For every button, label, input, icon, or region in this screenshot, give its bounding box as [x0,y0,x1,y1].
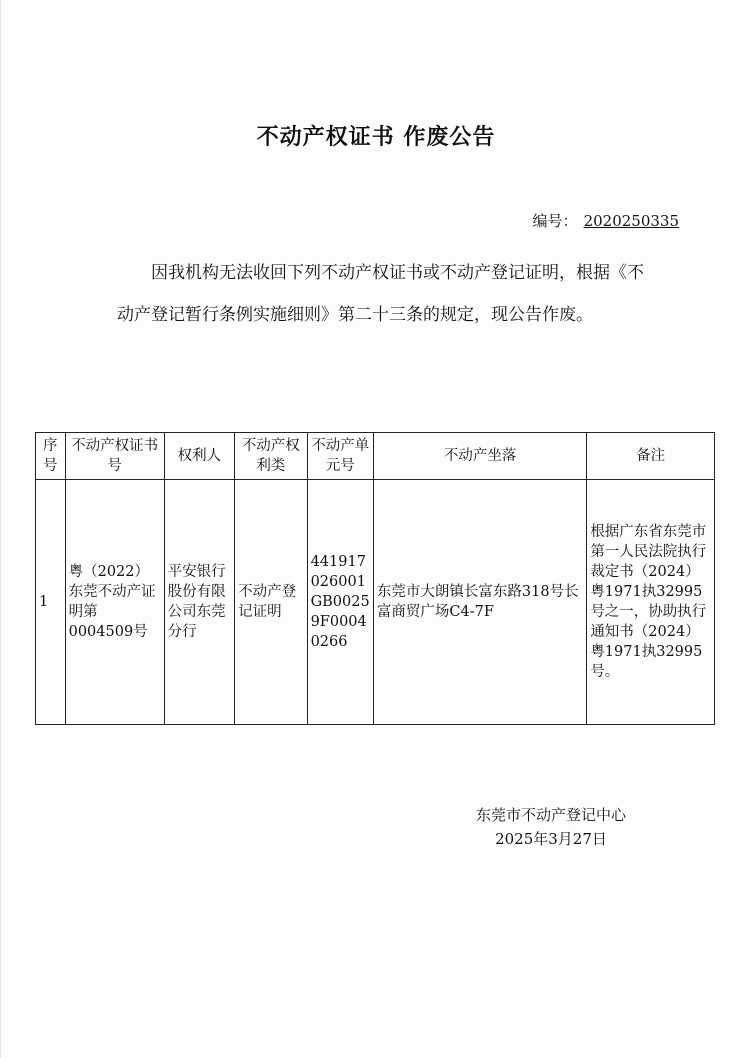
cell-location: 东莞市大朗镇长富东路318号长富商贸广场C4-7F [373,480,586,725]
cell-holder: 平安银行股份有限公司东莞分行 [164,480,234,725]
header-unit-no: 不动产单元号 [307,433,373,480]
doc-number-label: 编号： [532,212,578,230]
certificate-table [35,432,715,725]
header-cert-no: 不动产权证书号 [65,433,164,480]
table-row [36,480,715,725]
cell-unit-no: 441917026001GB00259F00040266 [307,480,373,725]
header-location: 不动产坐落 [373,433,586,480]
cell-cert-no: 粤（2022）东莞不动产证明第0004509号 [65,480,164,725]
issuer-block [441,803,661,851]
header-note: 备注 [587,433,715,480]
cell-note: 根据广东省东莞市第一人民法院执行裁定书（2024）粤1971执32995号之一，协助执行通知书（2024）粤1971执32995号。 [587,480,715,725]
doc-number [533,210,679,231]
issue-date: 2025年3月27日 [495,830,607,848]
page-title: 不动产权证书 作废公告 [256,125,496,150]
issuer-org: 东莞市不动产登记中心 [475,806,626,824]
header-holder: 权利人 [164,433,234,480]
table-header-row [36,433,715,480]
header-seq: 序号 [36,433,66,480]
announcement-body: 因我机构无法收回下列不动产权证书或不动产登记证明，根据《不动产登记暂行条例实施细则》第二十三条的规定，现公告作废。 [117,263,644,325]
cell-right-type: 不动产登记证明 [235,480,307,725]
doc-number-value: 2020250335 [583,212,679,230]
cell-seq: 1 [36,480,66,725]
header-right-type: 不动产权利类 [235,433,307,480]
